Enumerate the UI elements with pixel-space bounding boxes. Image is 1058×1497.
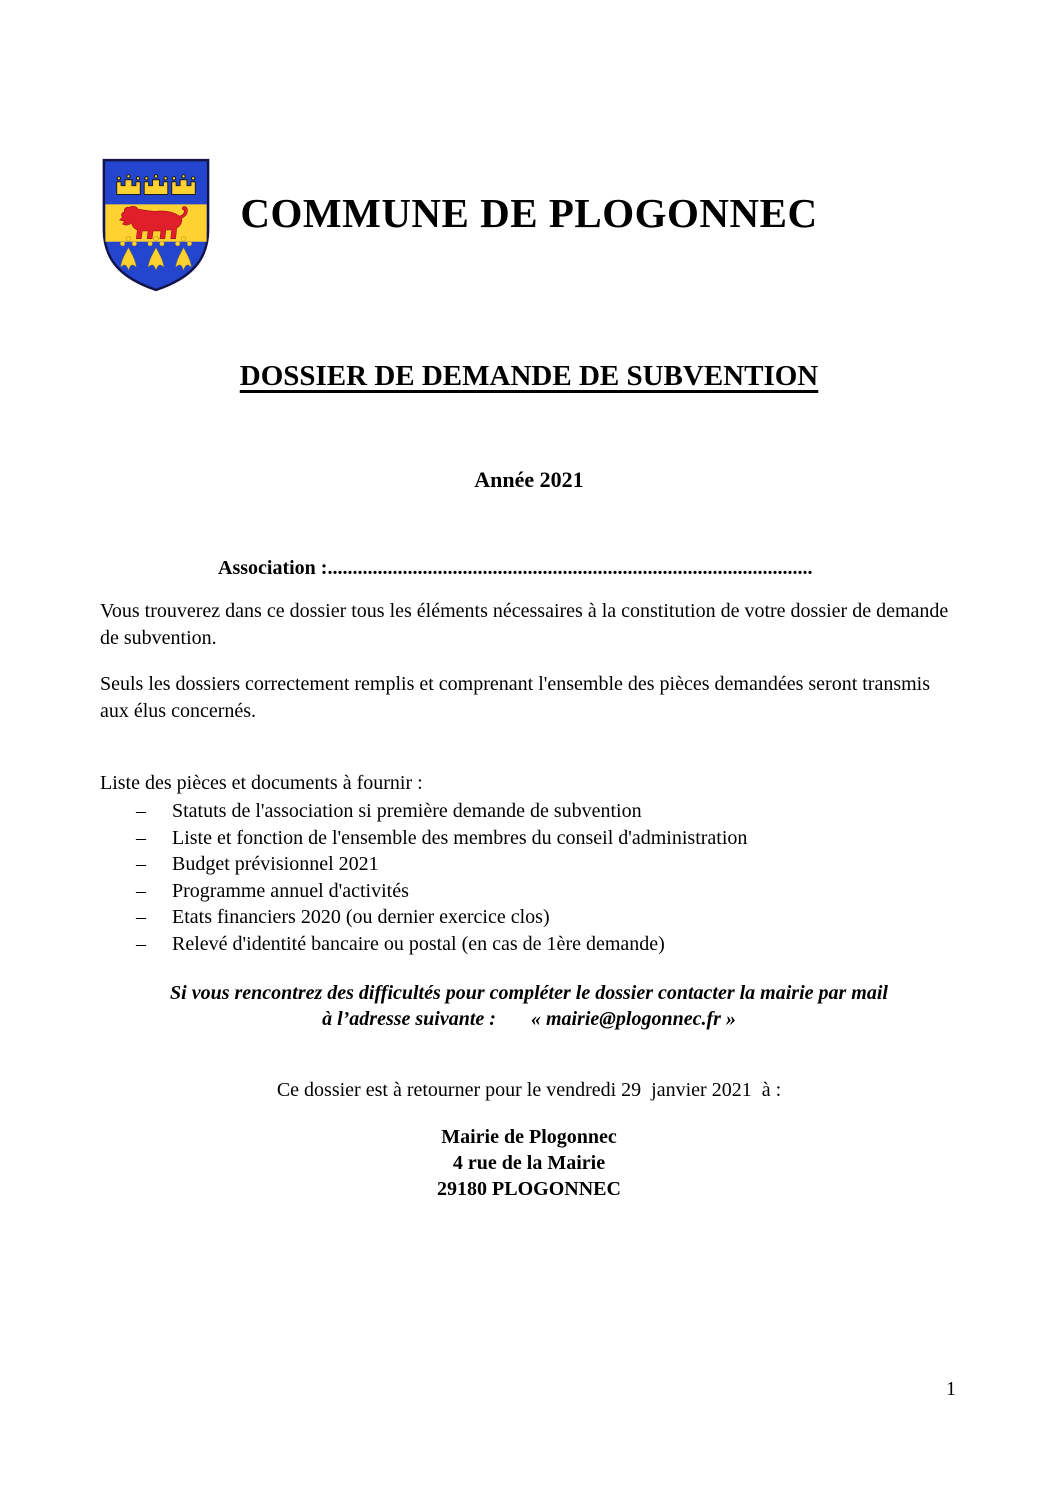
dash-bullet-icon: –	[136, 853, 146, 875]
association-dotted-field: .................................................................................................	[327, 557, 813, 579]
contact-note	[0, 980, 1058, 1032]
association-label: Association :	[218, 557, 328, 579]
address-line-city: 29180 PLOGONNEC	[437, 1178, 621, 1200]
document-title	[0, 358, 1058, 394]
dash-bullet-icon: –	[136, 932, 146, 955]
list-item	[136, 825, 978, 852]
list-item-label: Etats financiers 2020 (ou dernier exercice clos)	[172, 906, 550, 928]
conditions-paragraph: Seuls les dossiers correctement remplis et comprenant l'ensemble des pièces demandées seront transmis aux élus concernés.	[100, 673, 931, 722]
commune-title: COMMUNE DE PLOGONNEC	[240, 190, 818, 236]
address-block	[0, 1124, 1058, 1202]
list-item-label: Statuts de l'association si première demande de subvention	[172, 800, 642, 822]
contact-note-line1: Si vous rencontrez des difficultés pour compléter le dossier contacter la mairie par mail	[170, 982, 888, 1004]
dash-bullet-icon: –	[136, 879, 146, 902]
dash-bullet-icon: –	[136, 826, 146, 849]
return-instruction: Ce dossier est à retourner pour le vendredi 29 janvier 2021 à :	[276, 1079, 782, 1101]
list-item-label: Relevé d'identité bancaire ou postal (en cas de 1ère demande)	[172, 932, 665, 955]
list-item	[136, 851, 978, 878]
document-title-text: DOSSIER DE DEMANDE DE SUBVENTION	[239, 360, 819, 392]
list-item	[136, 931, 978, 958]
list-item	[136, 904, 978, 931]
address-line-street: 4 rue de la Mairie	[452, 1152, 606, 1174]
page-number: 1	[946, 1378, 956, 1400]
list-item	[136, 878, 978, 905]
list-item	[136, 798, 978, 825]
dash-bullet-icon: –	[136, 906, 146, 928]
list-item-label: Budget prévisionnel 2021	[172, 853, 379, 875]
documents-list-intro: Liste des pièces et documents à fournir :	[100, 772, 423, 794]
association-line	[218, 556, 958, 580]
list-item-label: Liste et fonction de l'ensemble des membres du conseil d'administration	[172, 826, 748, 849]
contact-note-line2: à l’adresse suivante : « mairie@plogonnec.fr »	[322, 1008, 736, 1030]
intro-paragraph: Vous trouverez dans ce dossier tous les éléments nécessaires à la constitution de votre dossier de demande de subvention.	[100, 600, 949, 649]
dash-bullet-icon: –	[136, 800, 146, 822]
list-item-label: Programme annuel d'activités	[172, 879, 409, 902]
documents-list	[136, 798, 978, 957]
address-line-name: Mairie de Plogonnec	[441, 1126, 617, 1148]
year-heading: Année 2021	[474, 467, 584, 492]
